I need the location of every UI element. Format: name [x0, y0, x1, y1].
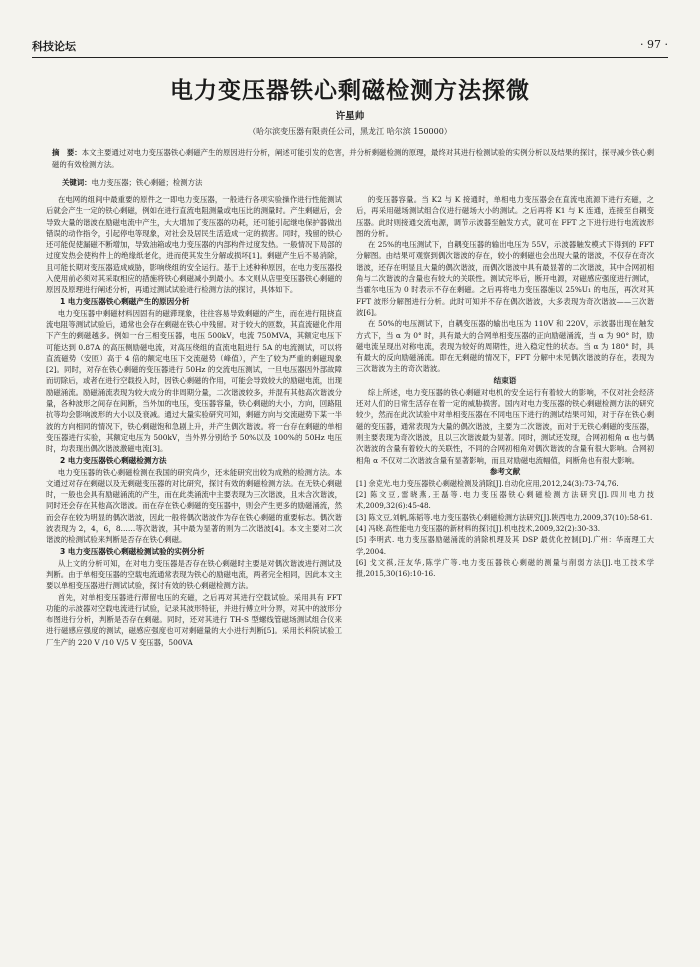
- keywords-label: 关键词：: [62, 178, 92, 187]
- left-column: [46, 194, 342, 953]
- section-3-paragraph-3: 的变压器容量。当 K2 与 K 接通时，单相电力变压器会在直流电流源下进行充磁，之后，再采用磁场测试组合仪进行磁场大小的测试。之后再将 K1 与 K 连通，连接至自耦变压器。此时则接通交流电源，调节示波器至触发方式，就可在 FFT 之下进行进行电流波形图的分析。: [356, 195, 654, 238]
- references-heading: 参考文献: [489, 466, 521, 476]
- intro-paragraph: 在电网的组间中最重要的原件之一即电力变压器，一般进行各项实验操作进行性能测试后就会产生一定的铁心剩磁，例如在进行直流电阻测量或电压比的测量时。产生剩磁后，会导致大量的谐波在励磁电流中产生，大大增加了变压器的功耗，还可能引起继电保护器做出错误的动作指令，引起停电等现象，对社会及居民生活造成一定的损害。同时，残留的铁心还可能促使漏磁不断增加，导致油箱或电力变压器的内部构件过度发热。一般情况下局部的过度发热会使构件上的绝缘纸老化，进而使其发生分解或损坏[1]。剩磁产生后不易消除，且可能长期对变压器造成威胁，影响绕组的安全运行。基于上述种种原因，在电力变压器投入使用前必须对其采取相应的措施将铁心剩磁减小到最小。本文则从店里变压器铁心剩磁的原因及原理进行阐述分析，再通过测试试验进行检测方法的探讨，具体如下。: [46, 195, 342, 295]
- abstract-text: 本文主要通过对电力变压器铁心剩磁产生的原因进行分析，阐述可能引发的危害，并分析剩磁检测的原理，最终对其进行检测试验的实例分析以及结果的探讨，探寻减少铁心剩磁的有效检测方法。: [52, 148, 654, 169]
- section-3-paragraph-1: 从上文的分析可知，在对电力变压器是否存在铁心剩磁时主要是对偶次谐波进行测试及判断。由于单相变压器的空载电流通常表现为铁心的励磁电流，两者完全相同，因此本文主要以单相变压器进行测试试验，探讨有效的铁心剩磁检测方法。: [46, 558, 342, 591]
- section-3-paragraph-5: 在 50%的电压测试下，自耦变压器的输出电压为 110V 和 220V，示波器出现在触发方式下，当 α 为 0° 时，具有最大的合网单相变压器的正向励磁涌流，当 α 为 90° 时，励磁电流呈现出对称电流，表现为较好的周期性，进入稳定性的状态。当 α 为 180° 时，具有最大的反向励磁涌流。即在无剩磁的情况下，FFT 分解中未见偶次谐波的存在，表现为三次谐波为主的奇次谐波。: [356, 319, 654, 374]
- header-rule: [32, 57, 668, 58]
- author-affiliation: （哈尔滨变压器有限责任公司，黑龙江 哈尔滨 150000）: [248, 127, 452, 136]
- abstract: [52, 147, 654, 171]
- section-heading-2: 2 电力变压器铁心剩磁检测方法: [60, 455, 167, 465]
- section-1-paragraph: 电力变压器中剩磁材料因固有的磁滞现象，往往容易导致剩磁的产生，而在进行阻挠直流电阻等测试试验后，通常也会存在剩磁在铁心中残留。对于较大的匝数，其直流磁化作用下产生的剩磁越多。例如一台三相变压器，电压 500kV，电流 750MVA，其额定电压下可能达到 0.87A 的高压侧励磁电流，对高压绕组的直流电阻进行 5A 的电流测试，可以将直流磁势（安匝）高于 4 倍的额定电压下交流磁势（峰值），产生了较为严重的剩磁现象[2]。同时，对存在铁心剩磁的变压器进行 50Hz 的交流电压测试，一旦电压器因外部故障而切除后，或者在进行空载投入时，因铁心剩磁的作用，可能会导致较大的励磁电流，出现励磁涌流。励磁涌流表现为较大成分的非周期分量，二次谐波较多，并混有其他高次谐波分量，各种波形之间存在间断，当外加的电压，变压器容量，铁心剩磁的大小，方向，回路阻抗等均会影响波形的大小以及衰减。通过大量实验研究可知，剩磁方向与交流磁势下某一半波的方向相同的情况下，铁心剩磁饱和急剧上升，并产生偶次谐波。将一台存在剩磁的单相变压器进行实验，其额定电压为 500kV，当外界分别给予 50%以及 100%的 50Hz 电压时，均表现出偶次谐波激磁电流[3]。: [46, 308, 342, 454]
- reference-item: [5] 李明武. 电力变压器励磁涌流的消除机理及其 DSP 最优化控制[D].广州：华南理工大学,2004.: [356, 535, 654, 556]
- article-title: 电力变压器铁心剩磁检测方法探微: [170, 78, 530, 104]
- conclusion-heading: 结束语: [493, 375, 517, 385]
- abstract-label: 摘 要：: [52, 148, 82, 157]
- keywords-text: 电力变压器；铁心剩磁；检测方法: [91, 178, 203, 187]
- right-column: [356, 194, 654, 953]
- reference-list: [356, 478, 654, 580]
- section-3-paragraph-2: 首先，对单相变压器进行滞留电压的充磁，之后再对其进行空载试验。采用具有 FFT 功能的示波器对空载电流进行试验，记录其波形特征，并进行傅立叶分界，对其中的波形分布图进行分析，判断是否存在剩磁。同时，还对其进行 TH-S 型螺线管磁场测试组合仪来进行磁感应强度的测试，磁感应强度也可对剩磁量的大小进行判断[5]。采用长科院试验工厂生产的 220 V /10 V/5 V 变压器，500VA: [46, 592, 342, 647]
- journal-name: 科技论坛: [32, 40, 76, 53]
- reference-item: [4] 冯晓.高性能电力变压器的新材料的探讨[J].机电技术,2009,32(2):30-33.: [356, 524, 601, 534]
- reference-item: [6] 戈文祺,汪友华,陈学广等.电力变压器铁心剩磁的测量与削弱方法[J].电工技术学报,2015,30(16):10-16.: [356, 557, 654, 579]
- page-number: · 97 ·: [640, 38, 668, 51]
- section-3-paragraph-4: 在 25%的电压测试下，自耦变压器的输出电压为 55V，示波器触发模式下得到的 FFT 分解图。由结果可观察到偶次谐波的存在，较小的剩磁也会出现大量的谐波，不仅存在奇次谐波，还存在明显且大量的偶次谐波，而偶次谐波中具有最显著的二次谐波，其中合网初相角与二次谐波的含量也有较大的关联性。测试完毕后，断开电源，对磁感应强度进行测试，当霍尔电压为 0 时表示不存在剩磁。之后再将电力变压器施以 25%U₁ 的电压，再次对其 FFT 波形分解图进行分析。此时可知并不存在偶次谐波，大多表现为奇次谐波——三次谐波[6]。: [356, 240, 654, 317]
- author-name: 许星帅: [335, 111, 365, 122]
- reference-item: [2] 陈文豆,雷晓燕,王磊等.电力变压器铁心剩磁检测方法研究[J].四川电力技术,2009,32(6):45-48.: [356, 490, 654, 511]
- running-header: [32, 38, 668, 56]
- keywords: [62, 177, 654, 189]
- reference-item: [1] 余克光.电力变压器铁心剩磁检测及消除[J].自动化应用,2012,24(3):73-74,76.: [356, 478, 619, 488]
- section-2-paragraph: 电力变压器的铁心剩磁检测在我国的研究尚少，还未能研究出较为成熟的检测方法。本文通过对存在剩磁以及无剩磁变压器的对比研究，探讨有效的剩磁检测方法。在无铁心剩磁时，一般也会具有励磁涌流的产生，而在此类涌流中主要表现为三次谐波，且未含次谐波，同时还会存在其他高次谐波。而在存在铁心剩磁的变压器中，则会产生更多的励磁涌流，然而会存在较为明显的偶次谐波，因此一般将偶次谐波作为存在铁心剩磁的重要标志。偶次谐波表现为 2，4，6，8……等次谐波，其中最为显著的则为二次谐波[4]。本文主要对二次谐波的检测试验来判断是否存在铁心剩磁。: [46, 467, 342, 545]
- section-heading-3: 3 电力变压器铁心剩磁检测试验的实例分析: [60, 546, 205, 556]
- conclusion-paragraph: 综上所述，电力变压器的铁心剩磁对电机的安全运行有着较大的影响，不仅对社会经济还对人们的日常生活存在着一定的威胁损害。国内对电力变压器的铁心剩磁检测方法的研究较少，然而在此次试验中对单相变压器在不同电压下进行的测试结果可知，对于存在铁心剩磁的变压器，通常表现为大量的偶次谐波，主要为二次谐波，而对于无铁心剩磁的变压器，则主要表现为奇次谐波，且以三次谐波最为显著。同时，测试还发现，合网初相角 α 也与偶次谐波的含量有着较大的关联性，不同的合网初相角对偶次谐波的含量有很大影响。合网初相角 α 不仅对二次谐波含量有显著影响，而且对励磁电流幅值，间断角也有很大影响。: [356, 387, 654, 465]
- reference-item: [3] 陈文豆,刘帆,陈韬等.电力变压器铁心剩磁检测方法研究[J].陕西电力,2009,37(10):58-61.: [356, 512, 653, 522]
- section-heading-1: 1 电力变压器铁心剩磁产生的原因分析: [60, 296, 190, 306]
